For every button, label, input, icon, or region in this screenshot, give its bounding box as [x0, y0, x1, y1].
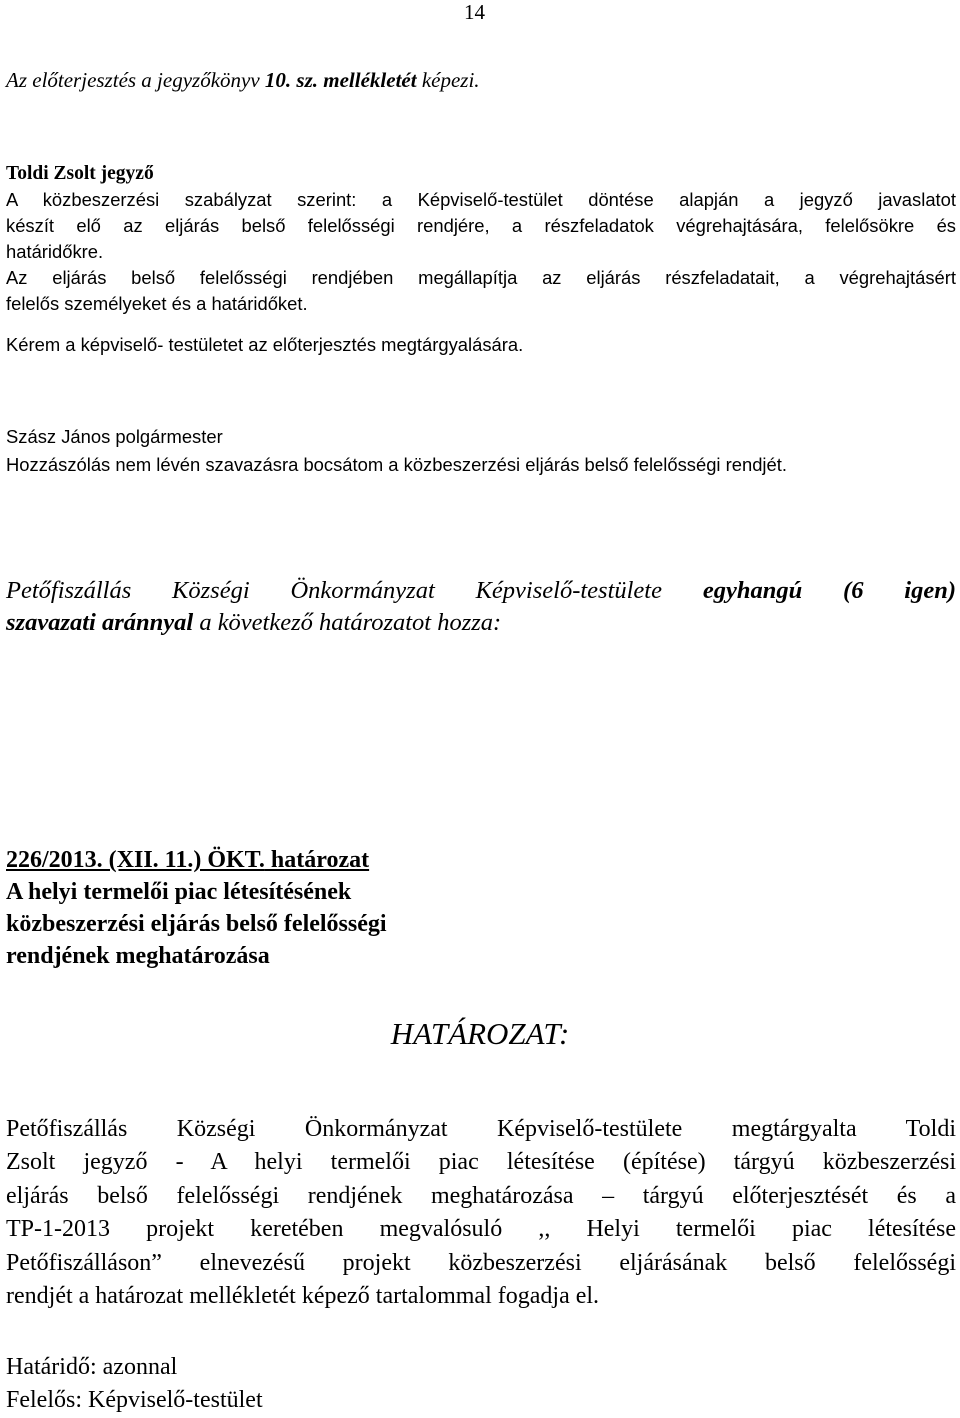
decision-title: HATÁROZAT: — [390, 1016, 570, 1051]
notary-speech — [6, 161, 956, 358]
decision-line-1: Petőfiszállás Községi Önkormányzat Képviselő-testülete megtárgyalta Toldi — [6, 1116, 956, 1142]
notary-line-5: felelős személyeket és a határidőket. — [6, 293, 308, 314]
decision-line-6: rendjét a határozat mellékletét képező tartalommal fogadja el. — [6, 1283, 600, 1310]
note-text-after: képezi. — [416, 68, 480, 92]
notary-line-1: A közbeszerzési szabályzat szerint: a Képviselő-testület döntése alapján a jegyző javaslatot — [6, 189, 956, 210]
resolution-title-line-1: A helyi termelői piac létesítésének — [6, 879, 352, 905]
mayor-speaker: Szász János polgármester — [6, 426, 223, 447]
resolution-number: 226/2013. (XII. 11.) ÖKT. — [6, 847, 265, 873]
notary-line-2: készít elő az eljárás belső felelősségi rendjére, a részfeladatok végrehajtására, felelősökre és — [6, 215, 956, 236]
responsible: Felelős: Képviselő-testület — [6, 1387, 263, 1413]
deadline: Határidő: azonnal — [6, 1354, 178, 1380]
resolution-title-line-3: rendjének meghatározása — [6, 943, 270, 969]
notary-line-4: Az eljárás belső felelősségi rendjében megállapítja az eljárás részfeladatait, a végrehajtásért — [6, 267, 956, 288]
notary-line-3: határidőkre. — [6, 241, 104, 262]
notary-request: Kérem a képviselő- testületet az előterjesztés megtárgyalására. — [6, 334, 524, 355]
vote-result: egyhangú (6 igen) — [702, 577, 956, 604]
resolution-number-line — [6, 844, 956, 876]
resolution-heading — [6, 844, 956, 972]
vote-body: Petőfiszállás Községi Önkormányzat Képviselő-testülete — [6, 577, 703, 604]
resolution-label: határozat — [264, 847, 370, 873]
vote-statement — [6, 575, 956, 639]
mayor-text: Hozzászólás nem lévén szavazásra bocsátom a közbeszerzési eljárás belső felelősségi rendjét. — [6, 454, 787, 475]
vote-line-2 — [6, 607, 956, 639]
page-number: 14 — [464, 0, 485, 24]
decision-footer — [6, 1351, 956, 1417]
decision-line-4: TP-1-2013 projekt keretében megvalósuló ,, Helyi termelői piac létesítése — [6, 1216, 956, 1243]
vote-line-1 — [6, 575, 956, 607]
vote-ratio: szavazati aránnyal — [6, 609, 194, 636]
decision-body — [6, 1113, 956, 1313]
appendix-note — [6, 66, 956, 94]
mayor-speech — [6, 423, 956, 479]
note-text-before: Az előterjesztés a jegyzőkönyv — [6, 68, 265, 92]
note-text-bold: 10. sz. mellékletét — [264, 68, 417, 92]
notary-speaker: Toldi Zsolt jegyző — [6, 163, 154, 184]
decision-line-3: eljárás belső felelősségi rendjének meghatározása – tárgyú előterjesztését és a — [6, 1182, 956, 1209]
vote-conclusion: a következő határozatot hozza: — [193, 609, 502, 636]
resolution-title-line-2: közbeszerzési eljárás belső felelősségi — [6, 911, 387, 937]
decision-line-2: Zsolt jegyző - A helyi termelői piac létesítése (építése) tárgyú közbeszerzési — [6, 1149, 956, 1176]
decision-line-5: Petőfiszálláson” elnevezésű projekt közbeszerzési eljárásának belső felelősségi — [6, 1249, 956, 1276]
